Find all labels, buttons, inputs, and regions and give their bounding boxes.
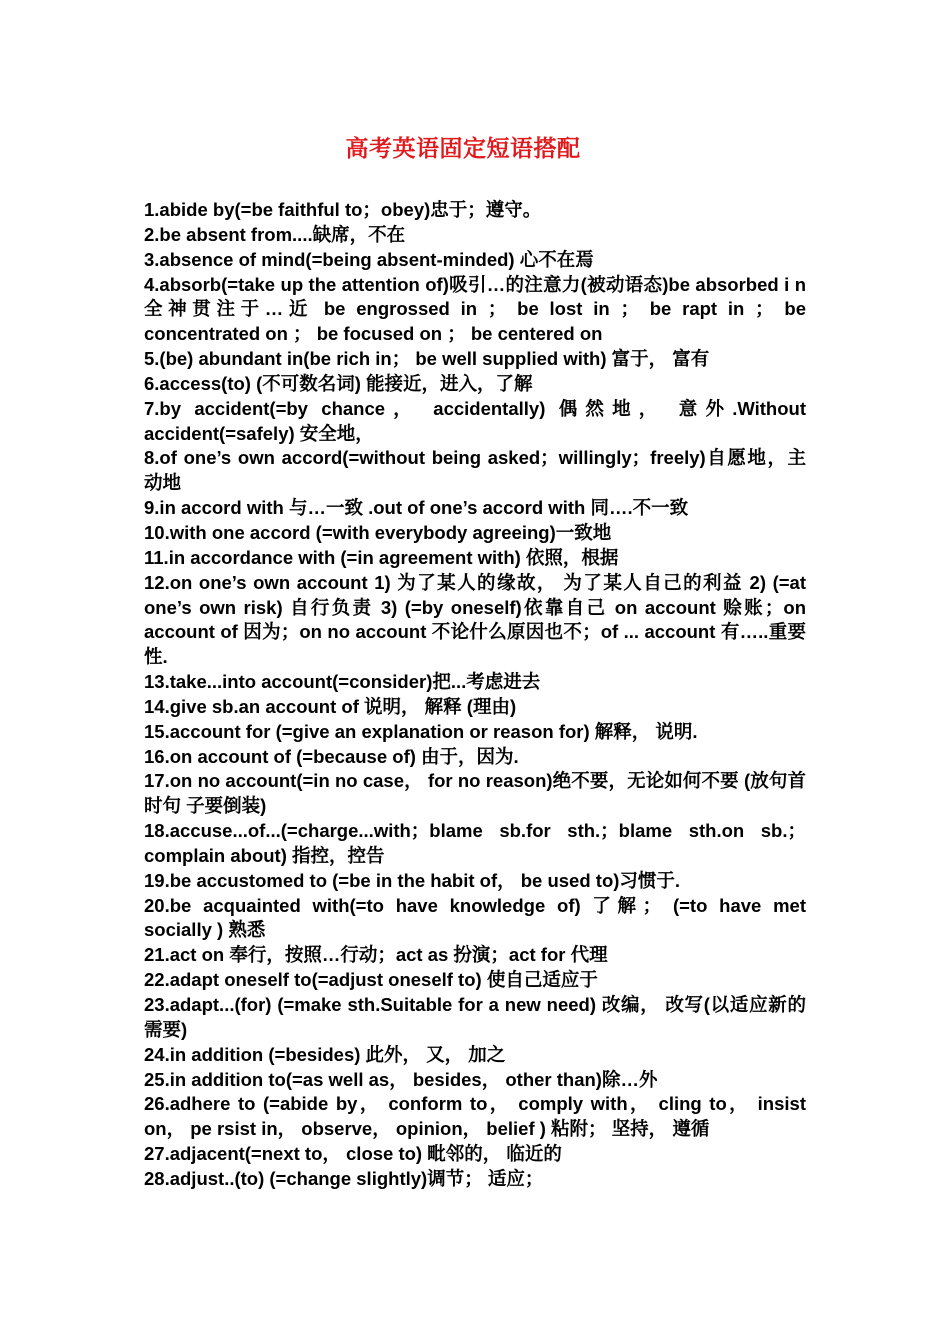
phrase-entry-15: 15.account for (=give an explanation or reason for) 解释， 说明. <box>144 720 698 742</box>
phrase-entry-20: 20.be acquainted with(=to have knowledge of) 了解； (=to have met socially ) 熟悉 <box>144 894 806 941</box>
phrase-entry-1: 1.abide by(=be faithful to；obey)忠于；遵守。 <box>144 199 542 220</box>
phrase-entry-8: 8.of one’s own accord(=without being asked；willingly；freely)自愿地，主 动地 <box>144 447 806 494</box>
phrase-entry-18: 18.accuse...of...(=charge...with；blame sb.for sth.；blame sth.on sb.；complain about) 指控，控告 <box>144 820 806 866</box>
phrase-entry-3: 3.absence of mind(=being absent-minded) 心不在焉 <box>144 248 594 270</box>
phrase-entry-26: 26.adhere to (=abide by， conform to， comply with， cling to， insist on， pe rsist in， observe， opinion， belief ) 粘附； 坚持， 遵循 <box>144 1093 806 1140</box>
phrase-entry-24: 24.in addition (=besides) 此外， 又， 加之 <box>144 1043 506 1065</box>
page-title: 高考英语固定短语搭配 <box>345 135 581 162</box>
phrase-entry-16: 16.on account of (=because of) 由于，因为. <box>144 745 519 767</box>
phrase-entry-12: 12.on one’s own account 1) 为了某人的缘故， 为了某人自己的利益 2) (=at one’s own risk) 自行负责 3) (=by oneself)依靠自己 on account 赊账；on account of 因为；on no account 不论什么原因也不；of ... account 有…..重要性. <box>144 571 806 668</box>
phrase-entry-2: 2.be absent from....缺席，不在 <box>144 223 406 245</box>
phrase-entry-10: 10.with one accord (=with everybody agreeing)一致地 <box>144 521 612 543</box>
phrase-entry-28: 28.adjust..(to) (=change slightly)调节； 适应； <box>144 1167 544 1189</box>
phrase-list <box>144 198 806 1192</box>
phrase-entry-4: 4.absorb(=take up the attention of)吸引…的注意力(被动语态)be absorbed i n 全神贯注于…近 be engrossed in ； be lost in ； be rapt in ； be concentrated on ； be focused on ； be centered on <box>144 273 806 345</box>
phrase-entry-21: 21.act on 奉行，按照…行动；act as 扮演；act for 代理 <box>144 944 608 966</box>
phrase-entry-17: 17.on no account(=in no case， for no reason)绝不要，无论如何不要 (放句首时句 子要倒装) <box>144 770 806 817</box>
phrase-entry-23: 23.adapt...(for) (=make sth.Suitable for a new need) 改编， 改写(以适应新的需要) <box>144 994 806 1040</box>
phrase-entry-5: 5.(be) abundant in(be rich in； be well supplied with) 富于， 富有 <box>144 348 710 370</box>
phrase-entry-9: 9.in accord with 与…一致 .out of one’s accord with 同….不一致 <box>144 497 689 519</box>
phrase-entry-13: 13.take...into account(=consider)把...考虑进去 <box>144 671 541 693</box>
phrase-entry-6: 6.access(to) (不可数名词) 能接近，进入，了解 <box>144 372 533 394</box>
phrase-entry-19: 19.be accustomed to (=be in the habit of， be used to)习惯于. <box>144 869 681 891</box>
phrase-entry-11: 11.in accordance with (=in agreement with) 依照，根据 <box>144 546 619 568</box>
phrase-entry-14: 14.give sb.an account of 说明， 解释 (理由) <box>144 695 517 717</box>
phrase-entry-27: 27.adjacent(=next to， close to) 毗邻的， 临近的 <box>144 1143 562 1165</box>
phrase-entry-7: 7.by accident(=by chance， accidentally) 偶然地， 意外.Without accident(=safely) 安全地， <box>144 397 806 444</box>
phrase-entry-25: 25.in addition to(=as well as， besides， other than)除…外 <box>144 1068 658 1090</box>
phrase-entry-22: 22.adapt oneself to(=adjust oneself to) 使自己适应于 <box>144 969 598 991</box>
